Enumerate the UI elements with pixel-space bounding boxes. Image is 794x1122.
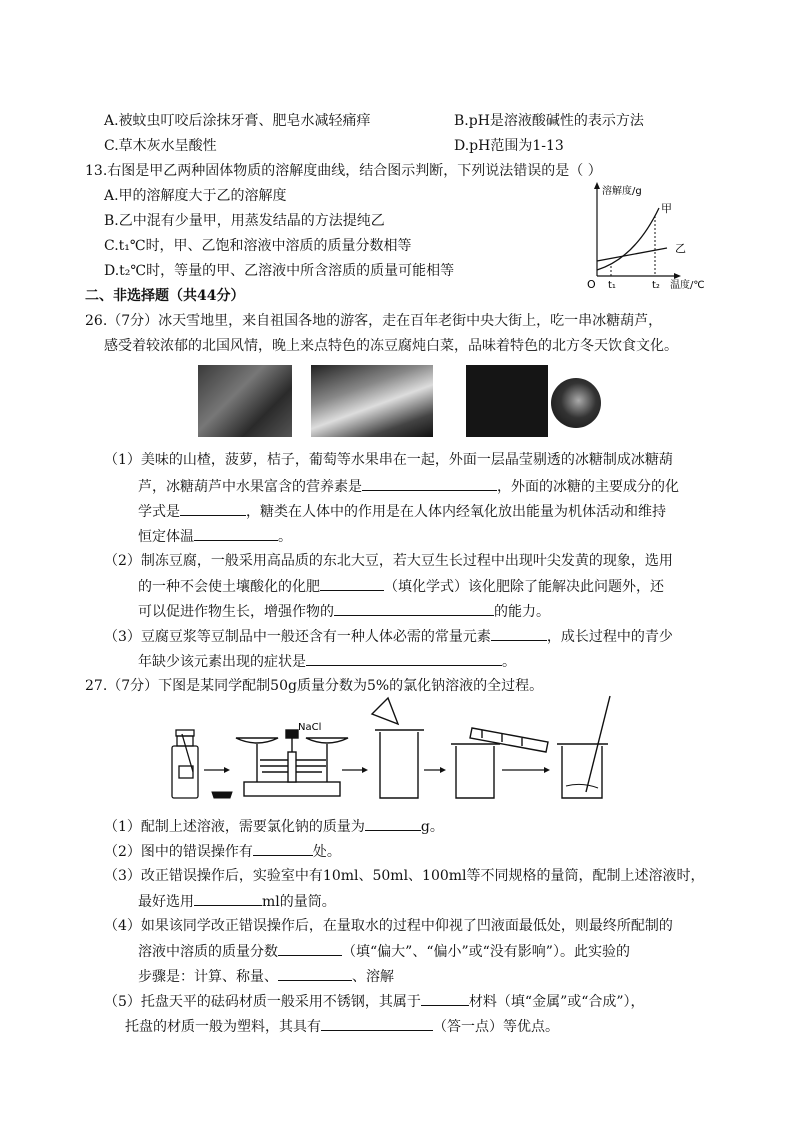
blank-mass-fraction[interactable] [278, 941, 342, 956]
graph-t2: t₂ [652, 280, 660, 291]
q26-p3-line1-text-b: ，成长过程中的青少 [546, 629, 673, 645]
q26-p1-line3-text-a: 学式是 [138, 504, 180, 520]
solubility-graph [585, 180, 720, 292]
q27-p4-line2-text-a: 溶液中溶质的质量分数 [138, 944, 278, 960]
q26-p1-line3 [138, 501, 666, 522]
graph-ylabel: 溶解度/g [602, 186, 642, 197]
q27-p2 [104, 841, 341, 862]
nacl-label: NaCl [298, 722, 322, 733]
blank-nutrient[interactable] [362, 476, 497, 491]
q26-p2-line3-text-a: 可以促进作物生长，增强作物的 [138, 604, 334, 620]
q12-option-c: C.草木灰水呈酸性 [104, 138, 217, 154]
bottle-stopper [212, 792, 232, 798]
blank-symptom[interactable] [306, 651, 502, 666]
q27-p2-text-a: （2）图中的错误操作有 [104, 844, 253, 860]
q27-p4-line1: （4）如果该同学改正错误操作后，在量取水的过程中仰视了凹液面最低处，则最终所配制的 [104, 918, 673, 934]
q26-p1-line2 [138, 476, 679, 497]
q27-p2-text-b: 处。 [312, 844, 341, 860]
q26-p3-line2 [138, 651, 516, 672]
section-title: 二、非选择题（共44分） [85, 288, 245, 304]
q12-option-d: D.pH范围为1-13 [454, 138, 564, 154]
graph-xlabel: 温度/℃ [670, 280, 705, 291]
graph-t1: t₁ [608, 280, 616, 291]
q26-p1-line4 [138, 526, 292, 547]
photo-frozen-tofu [311, 365, 433, 437]
q27-p5-line2 [125, 1016, 559, 1037]
q27-p3-line2 [138, 891, 336, 912]
q26-stem-line2: 感受着较浓郁的北国风情，晚上来点特色的冻豆腐炖白菜，品味着特色的北方冬天饮食文化。 [104, 338, 678, 354]
curve-jia [597, 208, 659, 270]
q27-p1 [104, 816, 444, 837]
blank-plastic-advantage[interactable] [321, 1016, 433, 1031]
blank-material-type[interactable] [421, 991, 469, 1006]
balance [236, 730, 348, 796]
beaker-2 [451, 728, 548, 798]
photo-dark-square [466, 365, 548, 437]
q27-p3-line2-text-a: 最好选用 [138, 894, 194, 910]
q13-option-c: C.t₁℃时，甲、乙饱和溶液中溶质的质量分数相等 [104, 238, 412, 254]
q13-option-a: A.甲的溶解度大于乙的溶解度 [104, 188, 287, 204]
q27-p4-line3-text-a: 步骤是：计算、称量、 [138, 969, 278, 985]
graph-label-jia: 甲 [661, 202, 672, 215]
graph-origin: O [587, 278, 596, 291]
q12-option-b: B.pH是溶液酸碱性的表示方法 [454, 113, 644, 129]
photo-candied-haws [198, 365, 292, 437]
q27-p1-text-b: g。 [420, 819, 444, 835]
q26-p1-line2-text-a: 芦，冰糖葫芦中水果富含的营养素是 [138, 479, 362, 495]
blank-fertilizer[interactable] [320, 576, 384, 591]
blank-element[interactable] [491, 626, 547, 641]
q26-p2-line3 [138, 601, 550, 622]
q13-option-b: B.乙中混有少量甲，用蒸发结晶的方法提纯乙 [104, 213, 385, 229]
q13-option-d: D.t₂℃时，等量的甲、乙溶液中所含溶质的质量可能相等 [104, 263, 455, 279]
q26-p1-line4-text-b: 。 [278, 529, 292, 545]
q26-p2-line3-text-b: 的能力。 [494, 604, 550, 620]
blank-cylinder-size[interactable] [194, 891, 262, 906]
q26-p1-line4-text-a: 恒定体温 [138, 529, 194, 545]
reagent-bottle [172, 730, 198, 798]
blank-crop-ability[interactable] [334, 601, 494, 616]
q26-p3-line1 [104, 626, 673, 647]
q26-stem-line1: 26.（7分）冰天雪地里，来自祖国各地的游客，走在百年老街中央大街上，吃一串冰糖葫芦， [85, 313, 663, 329]
blank-error-count[interactable] [253, 841, 313, 856]
q27-p4-line2-text-b: （填“偏大”、“偏小”或“没有影响”）。此实验的 [342, 944, 630, 960]
photo-round-leaf [551, 378, 601, 428]
q27-p5-line1-text-a: （5）托盘天平的砝码材质一般采用不锈钢，其属于 [104, 994, 421, 1010]
q26-p2-line1: （2）制冻豆腐，一般采用高品质的东北大豆，若大豆生长过程中出现叶尖发黄的现象，选用 [104, 553, 673, 569]
q26-p2-line2-text-a: 的一种不会使土壤酸化的化肥 [138, 579, 320, 595]
q12-option-a: A.被蚊虫叮咬后涂抹牙膏、肥皂水减轻痛痒 [104, 113, 371, 129]
q26-p3-line1-text-a: （3）豆腐豆浆等豆制品中一般还含有一种人体必需的常量元素 [104, 629, 491, 645]
q26-p2-line2 [138, 576, 664, 597]
q13-stem: 13.右图是甲乙两种固体物质的溶解度曲线，结合图示判断，下列说法错误的是（ ） [85, 163, 602, 179]
blank-nacl-mass[interactable] [365, 816, 421, 831]
solution-prep-diagram [162, 694, 628, 806]
blank-body-temp[interactable] [194, 526, 278, 541]
q27-stem: 27.（7分）下图是某同学配制50g质量分数为5%的氯化钠溶液的全过程。 [85, 678, 544, 694]
q27-p5-line2-text-b: （答一点）等优点。 [433, 1019, 559, 1035]
q27-p4-line3 [138, 966, 394, 987]
q26-p1-line2-text-b: ，外面的冰糖的主要成分的化 [497, 479, 679, 495]
q27-p4-line2 [138, 941, 630, 962]
curve-yi [597, 248, 667, 261]
graph-label-yi: 乙 [675, 242, 686, 255]
blank-step[interactable] [278, 966, 352, 981]
beaker-1 [372, 698, 424, 798]
q27-p3-line2-text-b: ml的量筒。 [262, 894, 336, 910]
beaker-3 [557, 696, 610, 798]
q26-p1-line1: （1）美味的山楂，菠萝，桔子，葡萄等水果串在一起，外面一层晶莹剔透的冰糖制成冰糖葫 [104, 452, 673, 468]
q27-p3-line1: （3）改正错误操作后，实验室中有10ml、50ml、100ml等不同规格的量筒，配制上述溶液时， [104, 868, 705, 884]
q27-p5-line2-text-a: 托盘的材质一般为塑料，其具有 [125, 1019, 321, 1035]
q27-p5-line1-text-b: 材料（填“金属”或“合成”）， [468, 994, 645, 1010]
blank-sugar-formula[interactable] [180, 501, 246, 516]
q26-p2-line2-text-b: （填化学式）该化肥除了能解决此问题外，还 [384, 579, 664, 595]
q27-p5-line1 [104, 991, 645, 1012]
q27-p4-line3-text-b: 、溶解 [352, 969, 394, 985]
q26-p3-line2-text-a: 年缺少该元素出现的症状是 [138, 654, 306, 670]
q26-p1-line3-text-b: ，糖类在人体中的作用是在人体内经氧化放出能量为机体活动和维持 [246, 504, 666, 520]
q27-p1-text-a: （1）配制上述溶液，需要氯化钠的质量为 [104, 819, 365, 835]
q26-p3-line2-text-b: 。 [502, 654, 516, 670]
